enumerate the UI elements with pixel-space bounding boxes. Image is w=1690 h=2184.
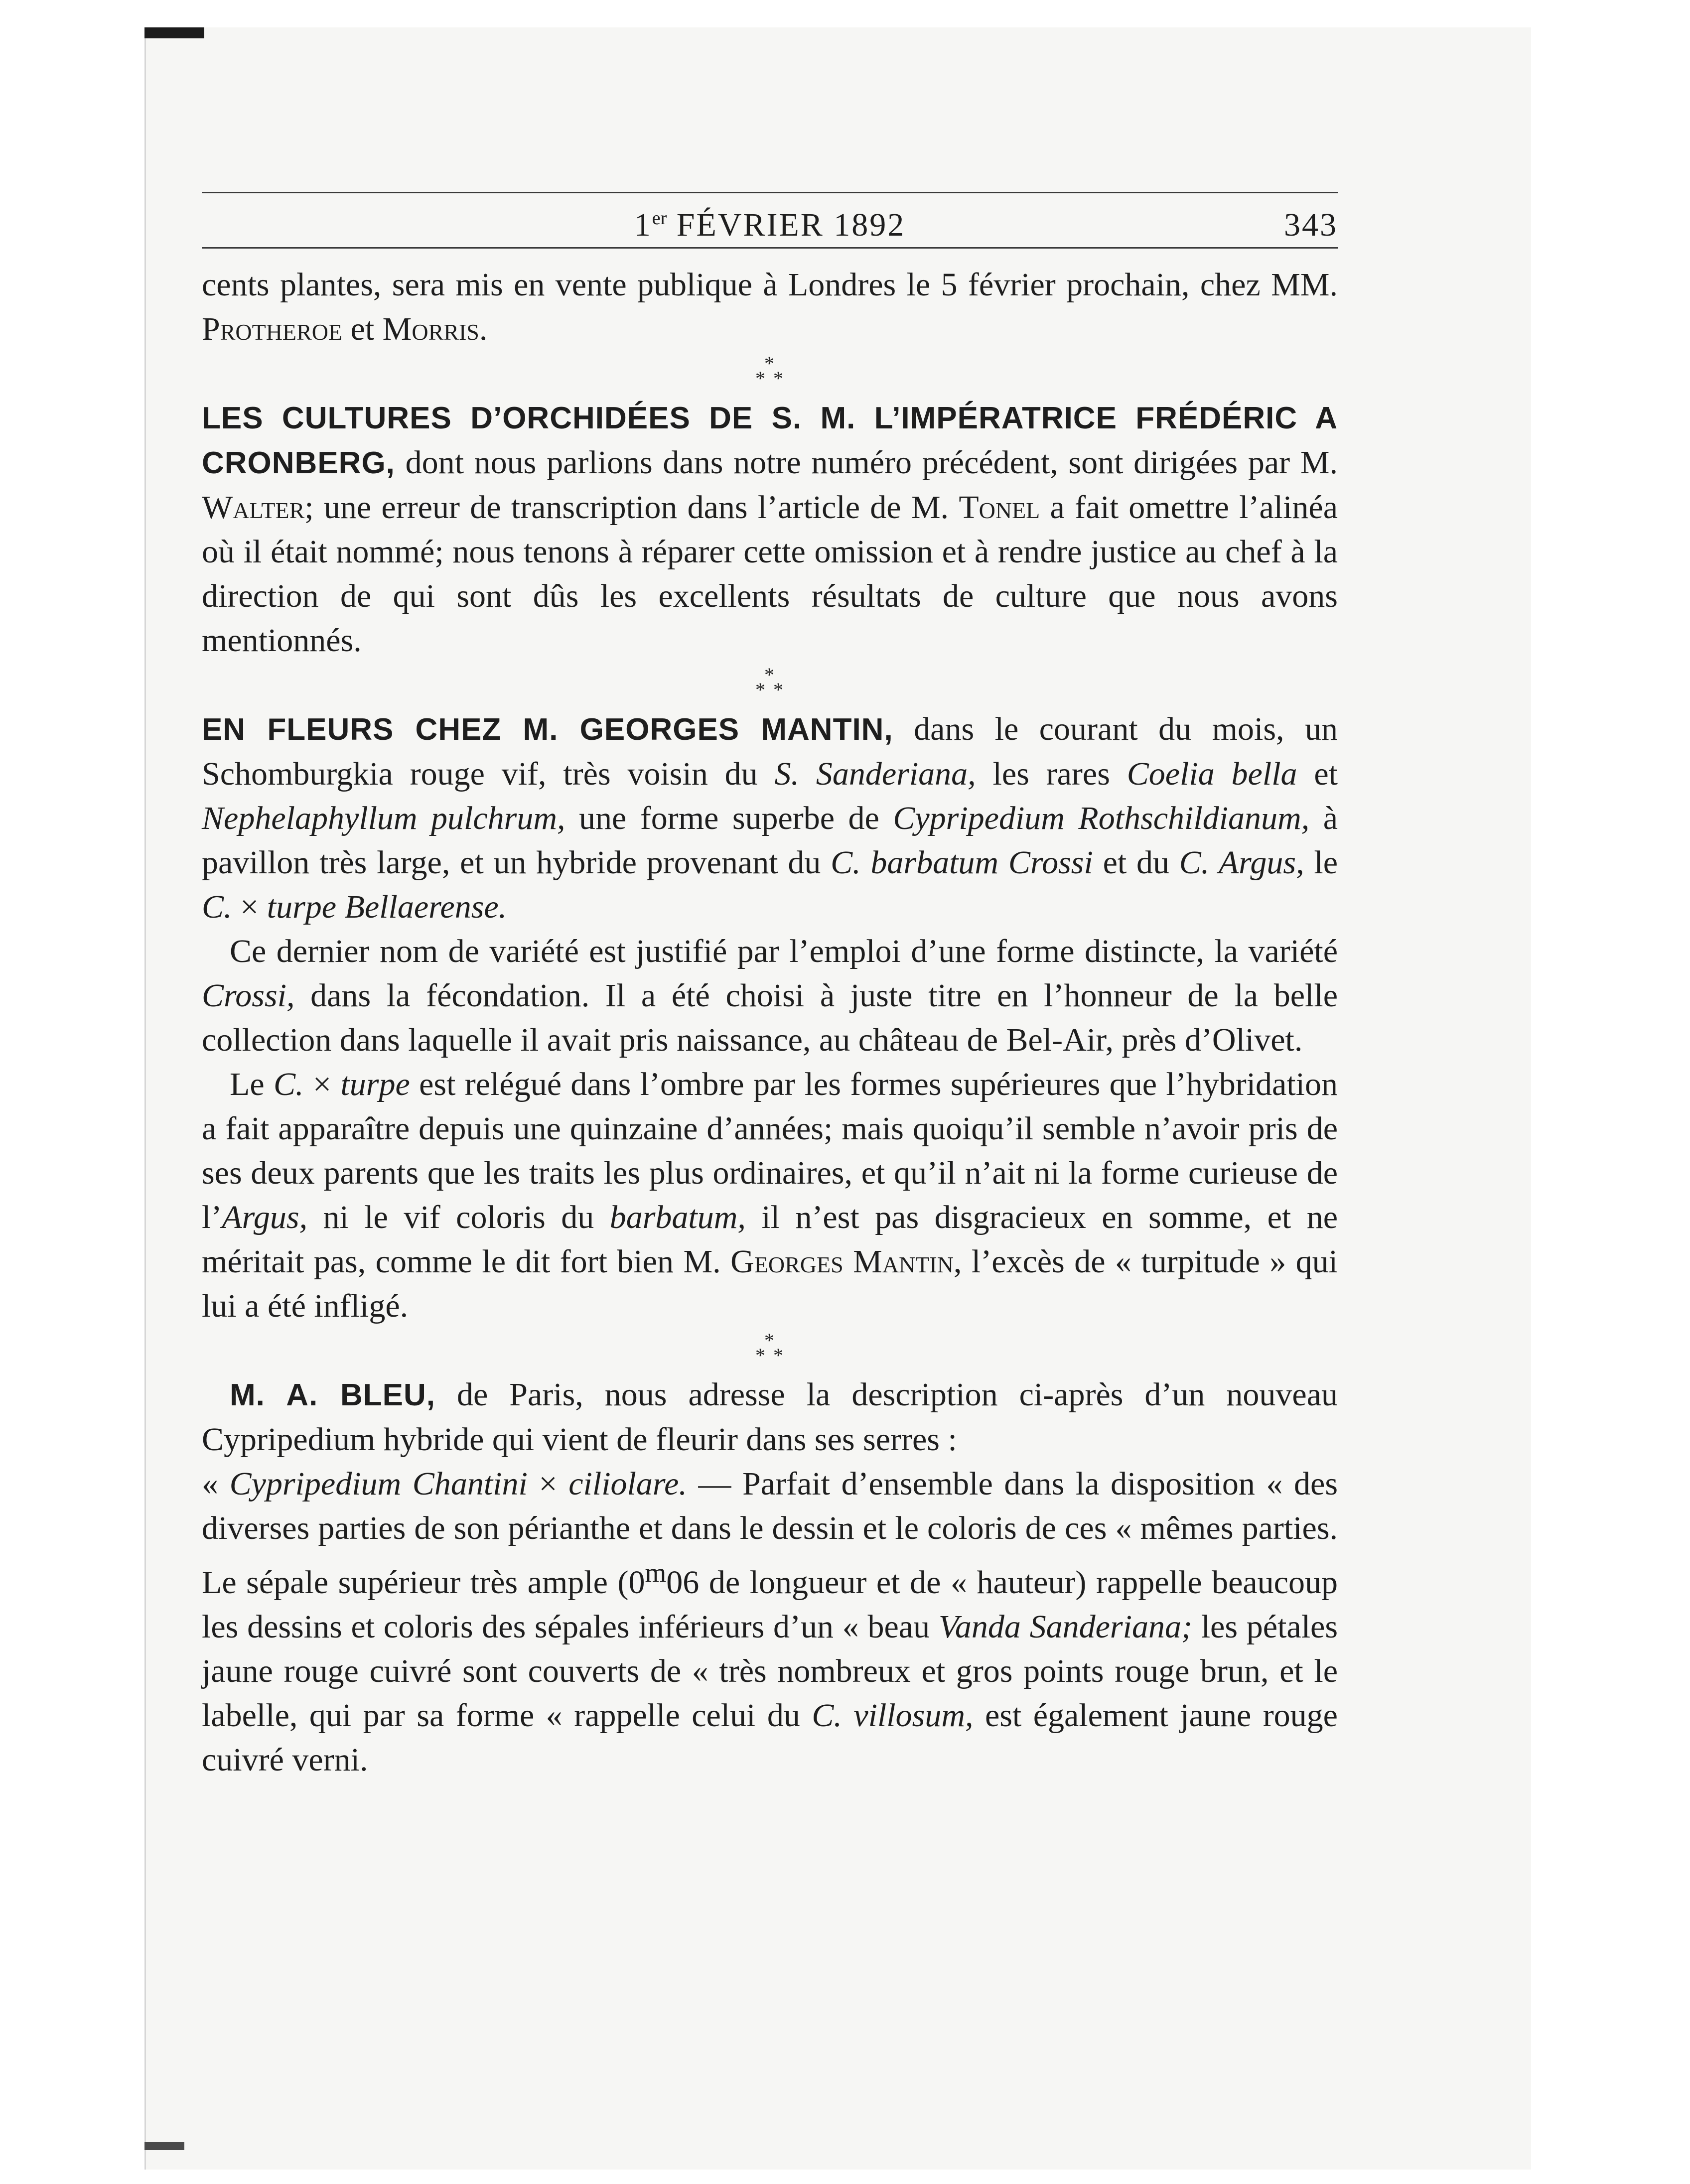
article-body xyxy=(202,263,1338,1782)
paragraph-cronberg: LES CULTURES D’ORCHIDÉES DE S. M. L’IMPÉRATRICE FRÉDÉRIC A CRONBERG, dont nous parlions dans notre numéro précédent, sont dirigées par M. Walter; une erreur de transcription dans l’article de M. Tonel a fait omettre l’alinéa où il était nommé; nous tenons à réparer cette omission et à rendre justice au chef à la direction de qui sont dûs les excellents résultats de culture que nous avons mentionnés. xyxy=(202,401,1338,659)
page-column xyxy=(202,192,1338,1782)
svg-text:*: * xyxy=(773,1344,783,1366)
svg-text:*: * xyxy=(755,367,765,390)
name-georges-mantin: Georges Mantin xyxy=(730,1243,954,1280)
scan-corner-mark xyxy=(144,27,204,38)
running-head xyxy=(202,193,1338,247)
svg-text:*: * xyxy=(764,664,774,686)
scan-corner-mark-bottom xyxy=(144,2142,184,2150)
date-month-year: FÉVRIER 1892 xyxy=(667,207,906,243)
bottom-rule xyxy=(202,247,1338,249)
page-number: 343 xyxy=(1284,207,1338,243)
asterism-divider xyxy=(202,1328,1338,1372)
paragraph-variety: Ce dernier nom de variété est justifié par l’emploi d’une forme distincte, la variété Crossi, dans la fécondation. Il a été choisi à juste titre en l’honneur de la belle collection dans laquelle il avait pris naissance, au château de Bel-Air, près d’Olivet. xyxy=(202,933,1338,1058)
paragraph-mantin: EN FLEURS CHEZ M. GEORGES MANTIN, dans le courant du mois, un Schomburgkia rouge vif, très voisin du S. Sanderiana, les rares Coelia bella et Nephelaphyllum pulchrum, une forme superbe de Cypripedium Rothschildianum, à pavillon très large, et un hybride provenant du C. barbatum Crossi et du C. Argus, le C. × turpe Bellaerense. xyxy=(202,711,1338,925)
rubric-cronberg: LES CULTURES D’ORCHIDÉES DE S. M. L’IMPÉRATRICE FRÉDÉRIC A CRONBERG, xyxy=(202,401,1338,480)
name-protheroe: Protheroe xyxy=(202,311,343,347)
rubric-bleu: M. A. BLEU, xyxy=(230,1378,436,1412)
svg-text:*: * xyxy=(764,1329,774,1352)
name-tonel: Tonel xyxy=(959,489,1040,526)
date-ordinal: er xyxy=(652,208,667,229)
svg-text:*: * xyxy=(773,679,783,701)
name-morris: Morris xyxy=(382,311,479,347)
paragraph-bleu: M. A. BLEU, de Paris, nous adresse la description ci-après d’un nouveau Cypripedium hybride qui vient de fleurir dans ses serres : xyxy=(202,1376,1338,1458)
rubric-mantin: EN FLEURS CHEZ M. GEORGES MANTIN, xyxy=(202,712,893,747)
issue-date xyxy=(202,206,1338,244)
asterism-divider xyxy=(202,663,1338,707)
asterism-divider xyxy=(202,351,1338,396)
date-day: 1 xyxy=(634,207,652,243)
quoted-description: « Cypripedium Chantini × ciliolare. — Parfait d’ensemble dans la disposition « des diverses parties de son périanthe et dans le dessin et le coloris de ces « mêmes parties. Le sépale supérieur très ample (0$^m$06 de longueur et de « hauteur) rappelle beaucoup les dessins et coloris des sépales inférieurs d’un « beau Vanda Sanderiana; les pétales jaune rouge cuivré sont couverts de « très nombreux et gros points rouge brun, et le labelle, qui par sa forme « rappelle celui du C. villosum, est également jaune rouge cuivré verni. xyxy=(202,1466,1338,1778)
svg-text:*: * xyxy=(755,679,765,701)
paragraph-sale-notice: cents plantes, sera mis en vente publique à Londres le 5 février prochain, chez MM. Protheroe et Morris. xyxy=(202,267,1338,347)
svg-text:*: * xyxy=(764,352,774,375)
paragraph-turpe: Le C. × turpe est relégué dans l’ombre par les formes supérieures que l’hybridation a fait apparaître depuis une quinzaine d’années; mais quoiqu’il semble n’avoir pris de ses deux parents que les traits les plus ordinaires, et qu’il n’ait ni la forme curieuse de l’Argus, ni le vif coloris du barbatum, il n’est pas disgracieux en somme, et ne méritait pas, comme le dit fort bien M. Georges Mantin, l’excès de « turpitude » qui lui a été infligé. xyxy=(202,1066,1338,1324)
name-walter: Walter xyxy=(202,489,305,526)
svg-text:*: * xyxy=(755,1344,765,1366)
svg-text:*: * xyxy=(773,367,783,390)
